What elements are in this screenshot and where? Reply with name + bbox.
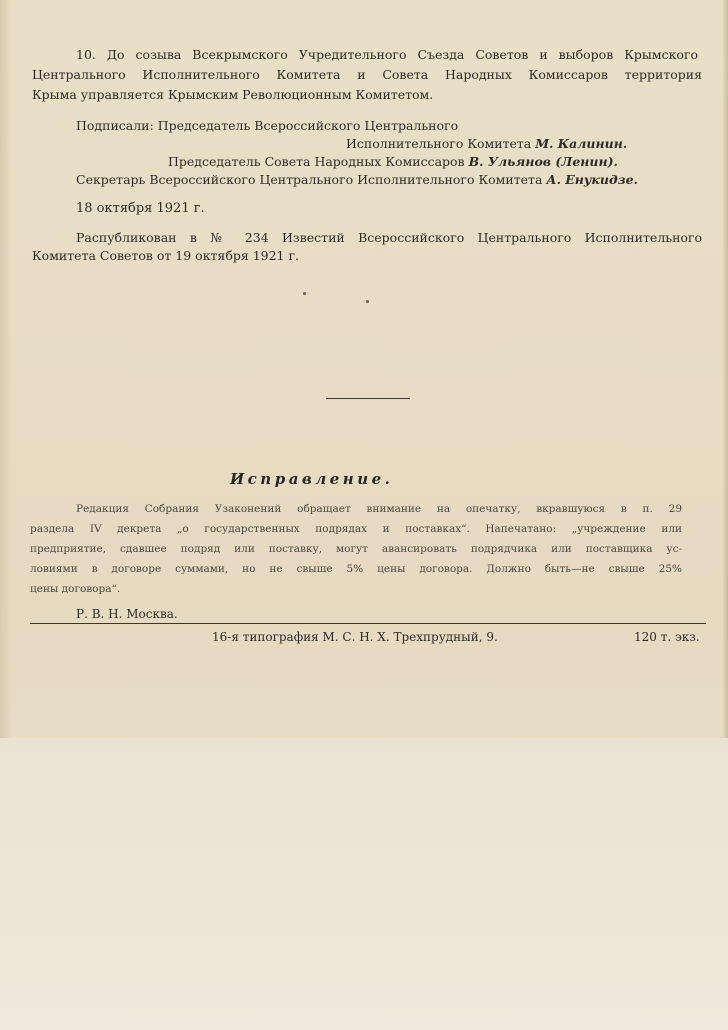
scan-speck <box>366 300 369 303</box>
imprint-place: Р. В. Н. Москва. <box>76 607 178 621</box>
correction-heading: Исправление. <box>230 470 394 488</box>
imprint-printer: 16-я типография М. С. Н. Х. Трехпрудный, 9. <box>212 630 498 644</box>
signatures-line-2 <box>346 135 627 153</box>
correction-line-3: предприятие, сдавшее подряд или поставку, могут авансировать подрядчика или поставщика ус- <box>30 543 682 555</box>
scan-edge-shadow-left <box>0 0 12 740</box>
article-line-2: Центрального Исполнительного Комитета и Совета Народных Комиссаров территория <box>32 67 702 82</box>
signatures-line-1: Подписали: Председатель Всероссийского Центрального <box>76 118 459 133</box>
imprint-print-run: 120 т. экз. <box>634 630 700 644</box>
imprint-rule <box>30 623 706 624</box>
article-line-3: Крыма управляется Крымским Революционным Комитетом. <box>32 87 434 102</box>
signatures-line-2-title: Исполнительного Комитета <box>346 136 532 151</box>
decree-date: 18 октября 1921 г. <box>76 201 205 216</box>
signatures-line-3-title: Председатель Совета Народных Комиссаров <box>168 154 465 169</box>
correction-line-5: цены договора“. <box>30 583 121 595</box>
section-separator <box>326 398 410 399</box>
blank-lower-area <box>0 738 728 1030</box>
signatures-line-4 <box>76 171 638 189</box>
signatory-lenin: В. Ульянов (Ленин). <box>468 154 618 169</box>
signatory-enukidze: А. Енукидзе. <box>546 172 638 187</box>
scan-edge-shadow-right <box>722 0 728 740</box>
publication-line-1: Распубликован в № 234 Известий Всероссийского Центрального Исполнительного <box>76 230 702 245</box>
correction-line-2: раздела IV декрета „о государственных подрядах и поставках“. Напечатано: „учреждение или <box>30 523 682 535</box>
correction-line-1: Редакция Собрания Узаконений обращает внимание на опечатку, вкравшуюся в п. 29 <box>76 503 682 515</box>
signatures-line-4-title: Секретарь Всероссийского Центрального Исполнительного Комитета <box>76 172 543 187</box>
signatory-kalinin: М. Калинин. <box>535 136 628 151</box>
article-line-1: 10. До созыва Всекрымского Учредительного Съезда Советов и выборов Крымского <box>76 47 698 62</box>
correction-line-4: ловиями в договоре суммами, но не свыше 5% цены договора. Должно быть—не свыше 25% <box>30 563 682 575</box>
scan-speck <box>303 292 306 295</box>
signatures-line-3 <box>168 153 618 171</box>
publication-line-2: Комитета Советов от 19 октября 1921 г. <box>32 248 300 263</box>
